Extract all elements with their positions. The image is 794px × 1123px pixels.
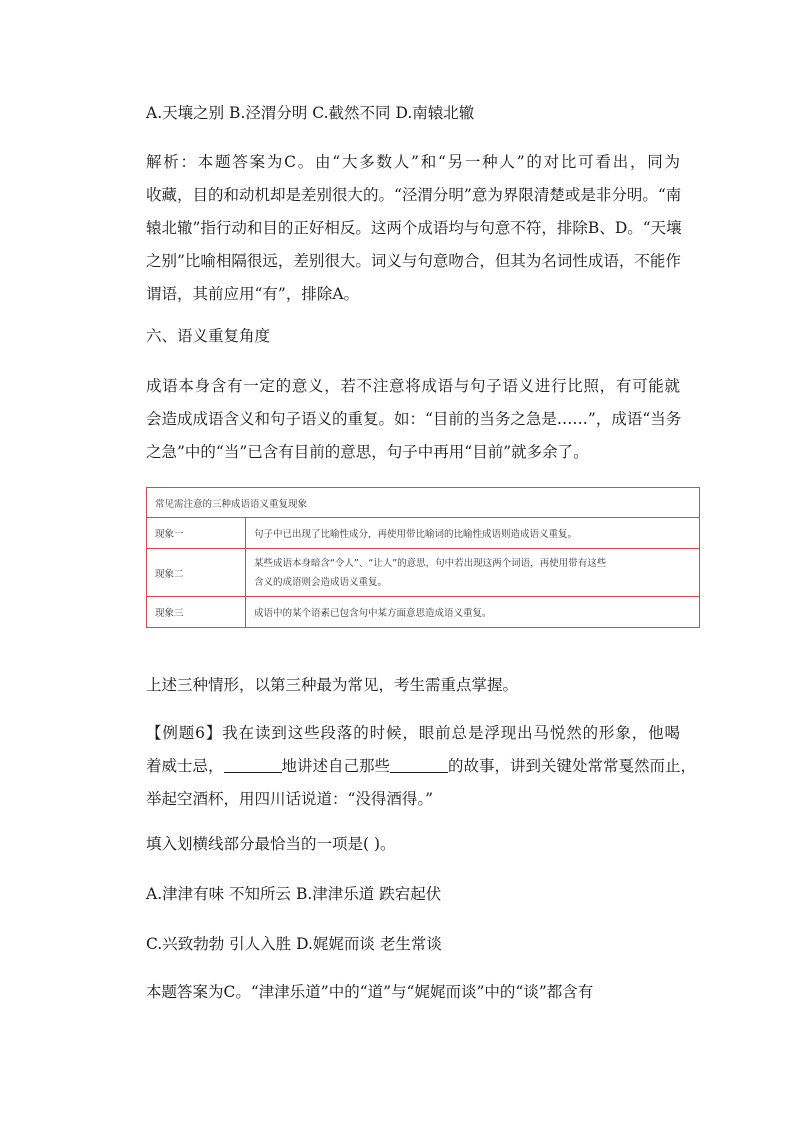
row-text [246,549,700,597]
question-text: 填入划横线部分最恰当的一项是( )。 [146,835,396,853]
fill-blank [224,758,282,773]
row-label: 现象三 [147,597,246,628]
analysis-paragraph [146,146,680,311]
analysis-line: 解析：本题答案为C。由“大多数人”和“另一种人”的对比可看出，同为 [146,153,680,171]
table-row [147,518,700,549]
row-label: 现象一 [147,518,246,549]
answer-text: 本题答案为C。“津津乐道”中的“道”与“娓娓而谈”中的“谈”都含有 [146,983,594,1001]
table-row [147,549,700,597]
row-text: 句子中已出现了比喻性成分，再使用带比喻词的比喻性成语则造成语义重复。 [246,518,700,549]
example-line: 举起空酒杯，用四川话说道：“没得酒得。” [146,790,434,808]
intro-line: 会造成成语含义和句子语义的重复。如：“目前的当务之急是……”，成语“当务 [146,410,682,428]
table-title: 常见需注意的三种成语语义重复现象 [147,488,700,518]
analysis-line: 收藏，目的和动机却是差别很大的。“泾渭分明”意为界限清楚或是非分明。“南 [146,186,682,204]
analysis-line: 谓语，其前应用“有”，排除A。 [146,285,360,303]
fill-blank [390,758,448,773]
intro-paragraph [146,370,680,469]
options-1: A.天壤之别 B.泾渭分明 C.截然不同 D.南辕北辙 [146,104,475,122]
repetition-table [146,487,700,628]
row-label: 现象二 [147,549,246,597]
row-text-line: 含义的成语则会造成语义重复。 [254,576,388,588]
intro-line: 成语本身含有一定的意义，若不注意将成语与句子语义进行比照，有可能就 [146,377,680,395]
summary-text: 上述三种情形，以第三种最为常见，考生需重点掌握。 [146,676,519,694]
intro-line: 之急”中的“当”已含有目前的意思，句子中再用“目前”就多余了。 [146,443,589,461]
analysis-line: 辕北辙”指行动和目的正好相反。这两个成语均与句意不符，排除B、D。“天壤 [146,219,682,237]
row-text: 成语中的某个语素已包含句中某方面意思造成语义重复。 [246,597,700,628]
options-2-line: C.兴致勃勃 引人入胜 D.娓娓而谈 老生常谈 [146,935,442,953]
example-paragraph [146,717,697,816]
options-2-line: A.津津有味 不知所云 B.津津乐道 跌宕起伏 [146,885,442,903]
row-text-line: 某些成语本身暗含“令人”、“让人”的意思，句中若出现这两个词语，再使用带有这些 [254,557,607,569]
example-line: 【例题6】我在读到这些段落的时候，眼前总是浮现出马悦然的形象，他喝 [146,724,680,742]
example-line: 着威士忌， 地讲述自己那些 的故事，讲到关键处常常戛然而止， [146,757,697,775]
section-heading: 六、语义重复角度 [146,327,271,345]
analysis-line: 之别”比喻相隔很远，差别很大。词义与句意吻合，但其为名词性成语，不能作 [146,252,681,270]
table-row [147,597,700,628]
